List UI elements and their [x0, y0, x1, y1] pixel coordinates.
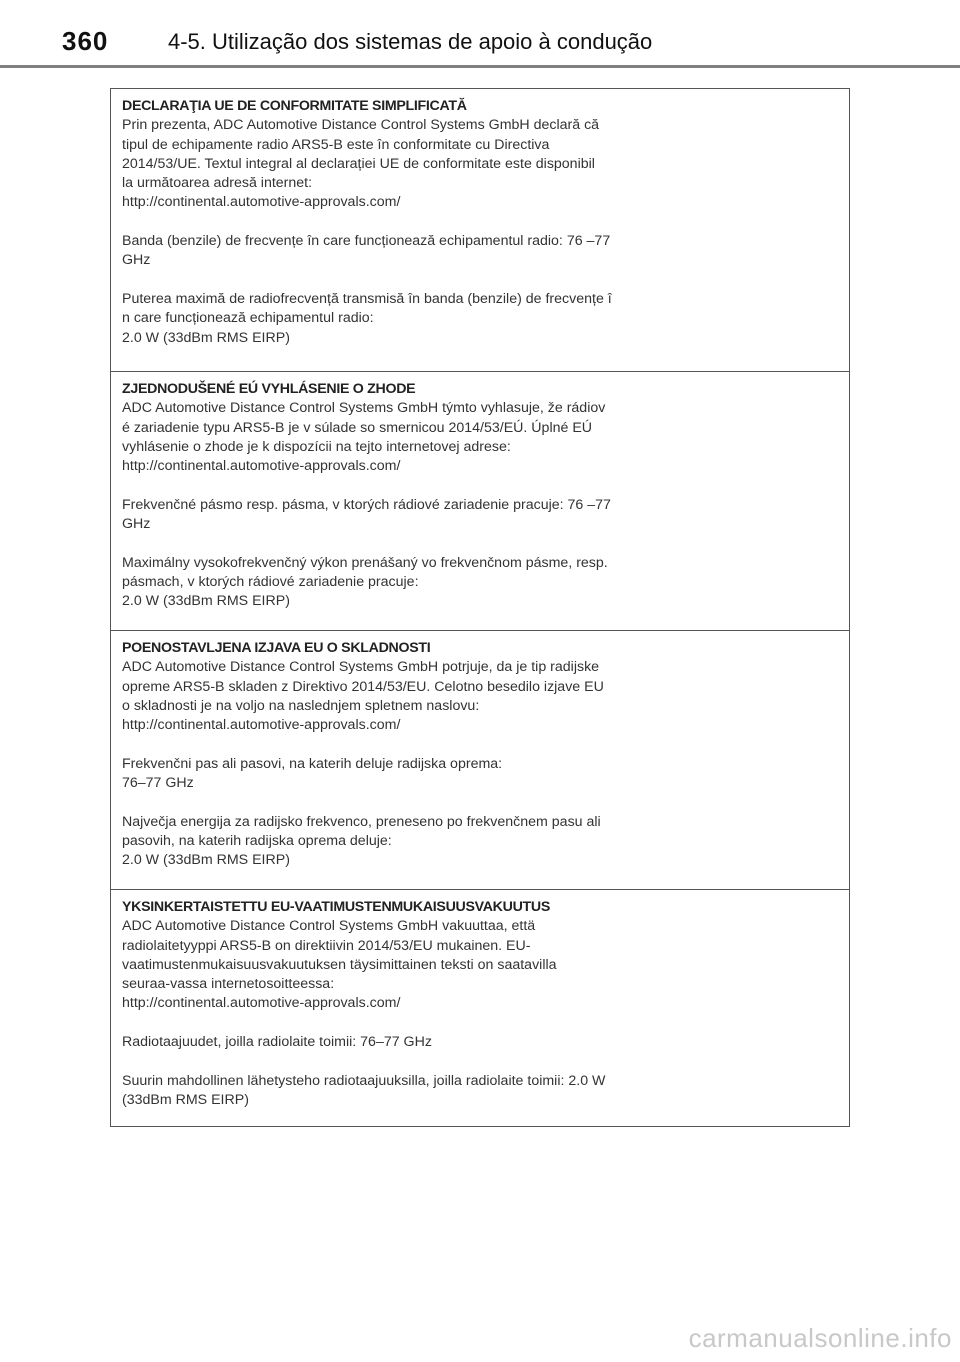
- text-line: la următoarea adresă internet:: [122, 175, 313, 192]
- text-line: 2014/53/UE. Textul integral al declarației UE de conformitate este disponibil: [122, 155, 595, 172]
- text-line: Frekvenčné pásmo resp. pásma, v ktorých rádiové zariadenie pracuje: 76 –77: [122, 496, 611, 513]
- section-body: [122, 658, 839, 870]
- section-body: [122, 399, 839, 611]
- text-line: Prin prezenta, ADC Automotive Distance Control Systems GmbH declară că: [122, 117, 600, 134]
- text-line: http://continental.automotive-approvals.com/: [122, 995, 401, 1012]
- text-line: 2.0 W (33dBm RMS EIRP): [122, 329, 290, 346]
- text-line: http://continental.automotive-approvals.com/: [122, 458, 401, 475]
- text-line: pasovih, na katerih radijska oprema deluje:: [122, 832, 392, 849]
- paragraph-gap: [122, 735, 839, 754]
- section-title: ZJEDNODUŠENÉ EÚ VYHLÁSENIE O ZHODE: [122, 381, 416, 397]
- text-line: ADC Automotive Distance Control Systems GmbH týmto vyhlasuje, že rádiov: [122, 400, 606, 417]
- site-watermark: carmanualsonline.info: [688, 1323, 952, 1353]
- text-line: ADC Automotive Distance Control Systems GmbH vakuuttaa, että: [122, 918, 536, 935]
- section-body: [122, 116, 839, 348]
- paragraph-gap: [122, 1052, 839, 1071]
- section-title: DECLARAŢIA UE DE CONFORMITATE SIMPLIFICATĂ: [122, 98, 467, 114]
- text-line: n care funcționează echipamentul radio:: [122, 310, 374, 327]
- text-line: vaatimustenmukaisuusvakuutuksen täysimittainen teksti on saatavilla: [122, 956, 557, 973]
- text-line: vyhlásenie o zhode je k dispozícii na tejto internetovej adrese:: [122, 438, 511, 455]
- section-body: [122, 917, 839, 1110]
- text-line: Frekvenčni pas ali pasovi, na katerih deluje radijska oprema:: [122, 755, 503, 772]
- paragraph-gap: [122, 271, 839, 290]
- page-number: 360: [62, 26, 109, 56]
- declaration-romanian: [111, 89, 849, 372]
- paragraph-gap: [122, 1014, 839, 1033]
- chapter-title: 4-5. Utilização dos sistemas de apoio à condução: [168, 29, 653, 54]
- text-line: é zariadenie typu ARS5-B je v súlade so smernicou 2014/53/EÚ. Úplné EÚ: [122, 419, 593, 436]
- text-line: GHz: [122, 516, 151, 533]
- text-line: Puterea maximă de radiofrecvență transmisă în banda (benzile) de frecvențe î: [122, 290, 612, 307]
- text-line: 2.0 W (33dBm RMS EIRP): [122, 852, 290, 869]
- text-line: opreme ARS5-B skladen z Direktivo 2014/53/EU. Celotno besedilo izjave EU: [122, 678, 604, 695]
- paragraph-gap: [122, 213, 839, 232]
- section-title: POENOSTAVLJENA IZJAVA EU O SKLADNOSTI: [122, 640, 431, 656]
- declaration-slovak: [111, 372, 849, 631]
- page-header: [0, 0, 960, 68]
- text-line: GHz: [122, 252, 151, 269]
- text-line: seuraa-vassa internetosoitteessa:: [122, 976, 335, 993]
- text-line: 76–77 GHz: [122, 775, 194, 792]
- section-title: YKSINKERTAISTETTU EU-VAATIMUSTENMUKAISUUSVAKUUTUS: [122, 899, 550, 915]
- text-line: pásmach, v ktorých rádiové zariadenie pracuje:: [122, 573, 419, 590]
- text-line: Največja energija za radijsko frekvenco, preneseno po frekvenčnem pasu ali: [122, 813, 601, 830]
- text-line: Maximálny vysokofrekvenčný výkon prenášaný vo frekvenčnom pásme, resp.: [122, 554, 608, 571]
- paragraph-gap: [122, 534, 839, 553]
- text-line: radiolaitetyyppi ARS5-B on direktiivin 2014/53/EU mukainen. EU-: [122, 937, 531, 954]
- text-line: (33dBm RMS EIRP): [122, 1091, 249, 1108]
- text-line: o skladnosti je na voljo na naslednjem spletnem naslovu:: [122, 697, 480, 714]
- declaration-slovenian: [111, 631, 849, 890]
- text-line: Suurin mahdollinen lähetysteho radiotaajuuksilla, joilla radiolaite toimii: 2.0 W: [122, 1072, 606, 1089]
- declaration-finnish: [111, 890, 849, 1126]
- text-line: http://continental.automotive-approvals.com/: [122, 194, 401, 211]
- text-line: http://continental.automotive-approvals.com/: [122, 717, 401, 734]
- text-line: tipul de echipamente radio ARS5-B este în conformitate cu Directiva: [122, 136, 550, 153]
- declarations-table: [110, 88, 850, 1127]
- paragraph-gap: [122, 476, 839, 495]
- text-line: 2.0 W (33dBm RMS EIRP): [122, 593, 290, 610]
- text-line: Radiotaajuudet, joilla radiolaite toimii: 76–77 GHz: [122, 1034, 432, 1051]
- text-line: Banda (benzile) de frecvențe în care funcționează echipamentul radio: 76 –77: [122, 233, 611, 250]
- text-line: ADC Automotive Distance Control Systems GmbH potrjuje, da je tip radijske: [122, 659, 600, 676]
- paragraph-gap: [122, 793, 839, 812]
